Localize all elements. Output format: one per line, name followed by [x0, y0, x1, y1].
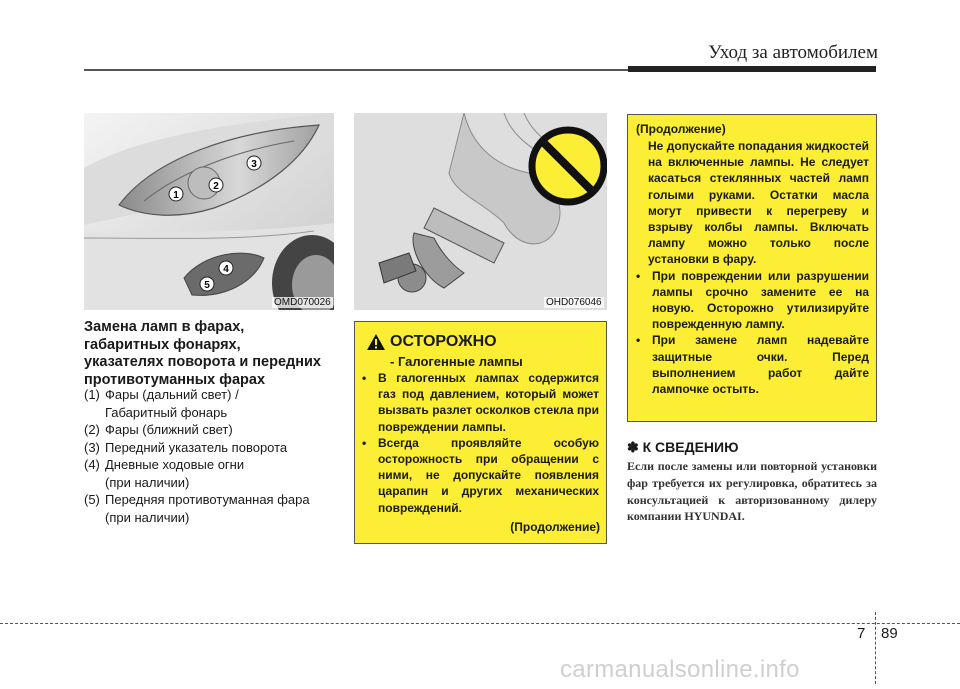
footer-rule	[0, 623, 960, 624]
continued-bullet	[636, 332, 869, 397]
list-item	[84, 491, 344, 526]
item-line: Габаритный фонарь	[105, 404, 228, 420]
item-line: (при наличии)	[105, 509, 190, 525]
watermark: carmanualsonline.info	[560, 656, 800, 683]
item-text	[105, 421, 344, 439]
headlamp-illustration	[84, 113, 334, 310]
asterisk-icon: ✽	[627, 439, 639, 455]
item-text	[105, 386, 344, 421]
item-line: Дневные ходовые огни	[105, 457, 245, 472]
bullet-dot: •	[636, 268, 641, 283]
marker-1: 1	[173, 190, 179, 201]
bulb-illustration	[354, 113, 607, 310]
item-number: (4)	[84, 457, 100, 472]
item-text	[105, 491, 344, 526]
info-title	[627, 439, 739, 456]
warning-bullet-text: Всегда проявляйте особую осторожность при обращении с ними, не допускайте появления царапин и других механических повреждений.	[378, 435, 599, 515]
list-item	[84, 421, 344, 439]
warning-bullet	[362, 435, 599, 516]
marker-2: 2	[213, 181, 219, 192]
warning-subtitle: - Галогенные лампы	[390, 354, 523, 369]
item-number: (3)	[84, 439, 100, 455]
section-title	[84, 319, 339, 389]
item-line: Фары (дальний свет) /	[105, 387, 239, 402]
info-text: Если после замены или повторной установки фар требуется их регулировка, обратитесь за консультацией к авторизованному дилеру компании HYUNDAI.	[627, 459, 877, 524]
item-number: (5)	[84, 492, 100, 507]
warning-continued: (Продолжение)	[510, 520, 600, 534]
marker-3: 3	[251, 159, 257, 170]
continued-head: (Продолжение)	[636, 122, 726, 136]
item-number: (1)	[84, 387, 100, 402]
lamp-list	[84, 386, 344, 526]
list-item	[84, 439, 344, 457]
headlamp-photo	[84, 113, 334, 310]
warning-bullet	[362, 370, 599, 435]
warning-text	[362, 370, 599, 516]
page-number: 89	[881, 625, 898, 642]
list-item	[84, 386, 344, 421]
marker-4: 4	[223, 264, 229, 275]
item-line: Передняя противотуманная фара	[105, 492, 310, 507]
continued-text	[636, 138, 869, 397]
item-line: (при наличии)	[105, 474, 190, 490]
bullet-dot: •	[636, 333, 641, 348]
footer-divider	[875, 612, 876, 684]
marker-5: 5	[204, 280, 210, 291]
header-title: Уход за автомобилем	[708, 42, 878, 63]
warning-title: ОСТОРОЖНО	[390, 333, 497, 350]
info-title-text: К СВЕДЕНИЮ	[642, 439, 739, 455]
bulb-photo	[354, 113, 607, 310]
continued-bullet-text: При замене ламп надевайте защитные очки. Перед выполнением работ дайте лампочке остыть.	[652, 333, 869, 397]
section-title-line: указателях поворота и передних	[84, 354, 321, 370]
figure-caption-mid: OHD076046	[546, 297, 602, 308]
continued-bullet	[636, 268, 869, 333]
item-line: Передний указатель поворота	[105, 439, 288, 455]
header-bar	[628, 66, 876, 72]
chapter-number: 7	[857, 625, 866, 642]
warning-triangle-icon	[366, 333, 386, 351]
section-title-line: габаритных фонарях,	[84, 336, 241, 353]
section-title-line: противотуманных фарах	[84, 371, 266, 388]
header-rule	[84, 69, 628, 71]
item-line: Фары (ближний свет)	[105, 422, 233, 437]
bullet-dot: •	[362, 435, 367, 450]
figure-caption-left: OMD070026	[274, 297, 331, 308]
continued-bullet-text: При повреждении или разрушении лампы срочно замените ее на новую. Осторожно утилизируйте поврежденную лампу.	[652, 268, 869, 332]
continued-lead: Не допускайте попадания жидкостей на включенные лампы. Не следует касаться стеклянных частей ламп голыми руками. Остатки масла могут привести к перегреву и взрыву колбы лампы. Включать лампу можно только после установки в фару.	[648, 139, 869, 267]
item-number: (2)	[84, 422, 100, 437]
list-item	[84, 456, 344, 491]
bullet-dot: •	[362, 371, 367, 385]
section-title-line: Замена ламп в фарах,	[84, 319, 245, 335]
item-text	[105, 439, 344, 457]
item-text	[105, 456, 344, 491]
warning-bullet-text: В галогенных лампах содержится газ под давлением, который может вызвать разлет осколков стекла при повреждении лампы.	[378, 371, 599, 434]
